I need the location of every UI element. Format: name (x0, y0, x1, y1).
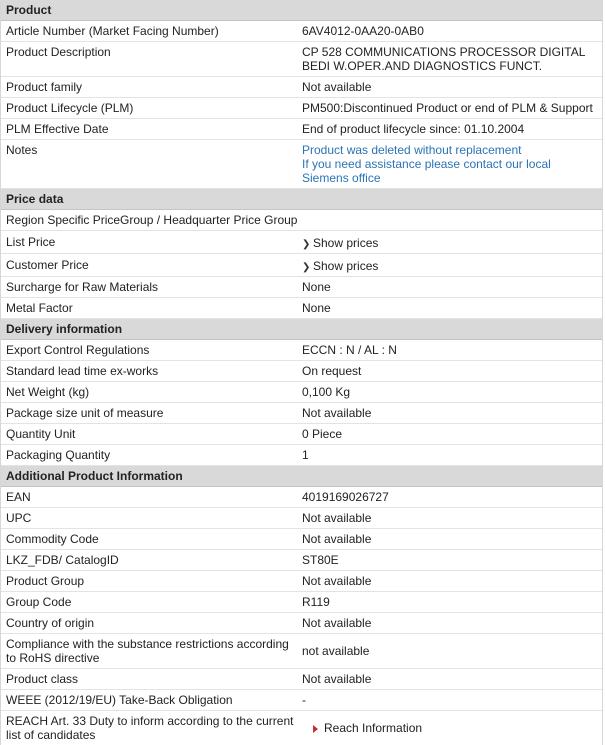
triangle-right-icon (313, 725, 318, 733)
row-group-code (1, 592, 602, 613)
label: Packaging Quantity (6, 448, 111, 462)
rohs-label-line-2: to RoHS directive (6, 651, 100, 665)
label (1, 634, 301, 668)
row-product-class (1, 669, 602, 690)
label: Net Weight (kg) (6, 385, 90, 399)
value: Not available (302, 406, 372, 420)
label: PLM Effective Date (6, 122, 109, 136)
chevron-right-icon: ❯ (302, 239, 311, 250)
label: Notes (6, 143, 38, 157)
value: Not available (302, 616, 372, 630)
value: ST80E (302, 553, 339, 567)
row-commodity-code (1, 529, 602, 550)
row-weee (1, 690, 602, 711)
label (1, 711, 301, 745)
description-line-1: CP 528 COMMUNICATIONS PROCESSOR DIGITAL (302, 45, 586, 59)
label: Product Group (6, 574, 85, 588)
value (301, 711, 602, 745)
row-lead-time (1, 361, 602, 382)
reach-information-link[interactable] (313, 721, 422, 735)
label: Product Lifecycle (PLM) (6, 101, 134, 115)
value: 6AV4012-0AA20-0AB0 (302, 24, 424, 38)
value (301, 140, 602, 188)
reach-information-label: Reach Information (324, 721, 423, 735)
label: Commodity Code (6, 532, 99, 546)
label: Article Number (Market Facing Number) (6, 24, 219, 38)
value: None (302, 280, 331, 294)
row-notes (1, 140, 602, 189)
value (301, 231, 602, 253)
section-header-product: Product (1, 0, 602, 21)
label: Standard lead time ex-works (6, 364, 159, 378)
value: 0,100 Kg (302, 385, 351, 399)
value (301, 42, 602, 76)
value: On request (302, 364, 362, 378)
row-product-group (1, 571, 602, 592)
notes-line-1: Product was deleted without replacement (302, 143, 522, 157)
label: Surcharge for Raw Materials (6, 280, 159, 294)
row-product-family (1, 77, 602, 98)
value: 1 (302, 448, 309, 462)
label: Product class (6, 672, 79, 686)
notes-line-3: Siemens office (302, 171, 381, 185)
row-region-price-group (1, 210, 602, 231)
show-prices-link-customer[interactable] (302, 259, 378, 273)
value: Not available (302, 532, 372, 546)
row-customer-price (1, 254, 602, 277)
value: R119 (302, 595, 330, 609)
value: 4019169026727 (302, 490, 389, 504)
row-plm-effective-date (1, 119, 602, 140)
description-line-2: BEDI W.OPER.AND DIAGNOSTICS FUNCT. (302, 59, 543, 73)
rohs-label-line-1: Compliance with the substance restrictions according (6, 637, 289, 651)
chevron-right-icon: ❯ (302, 262, 311, 273)
row-package-unit (1, 403, 602, 424)
value: None (302, 301, 331, 315)
label: Export Control Regulations (6, 343, 150, 357)
value: Not available (302, 80, 372, 94)
value: ECCN : N / AL : N (302, 343, 397, 357)
row-upc (1, 508, 602, 529)
label: Quantity Unit (6, 427, 76, 441)
row-export-control (1, 340, 602, 361)
value: End of product lifecycle since: 01.10.2004 (302, 122, 525, 136)
section-header-additional: Additional Product Information (1, 466, 602, 487)
row-surcharge (1, 277, 602, 298)
row-rohs (1, 634, 602, 669)
label: List Price (6, 235, 56, 249)
show-prices-label: Show prices (313, 236, 379, 250)
label: Group Code (6, 595, 72, 609)
row-catalog-id (1, 550, 602, 571)
row-country-of-origin (1, 613, 602, 634)
value (301, 254, 602, 276)
value: Not available (302, 672, 372, 686)
row-article-number (1, 21, 602, 42)
label: Metal Factor (6, 301, 73, 315)
row-product-lifecycle (1, 98, 602, 119)
label: Region Specific PriceGroup / Headquarter Price Group (6, 213, 298, 227)
show-prices-label: Show prices (313, 259, 379, 273)
section-header-delivery: Delivery information (1, 319, 602, 340)
label: Country of origin (6, 616, 95, 630)
reach-label-line-2: list of candidates (6, 728, 96, 742)
value: not available (302, 644, 370, 658)
label: EAN (6, 490, 31, 504)
value: 0 Piece (302, 427, 343, 441)
value: Not available (302, 511, 372, 525)
notes-line-2: If you need assistance please contact our local (302, 157, 551, 171)
row-net-weight (1, 382, 602, 403)
row-metal-factor (1, 298, 602, 319)
label: Product family (6, 80, 83, 94)
show-prices-link-list[interactable] (302, 236, 378, 250)
row-list-price (1, 231, 602, 254)
label: Product Description (6, 45, 111, 59)
label: Package size unit of measure (6, 406, 164, 420)
row-packaging-quantity (1, 445, 602, 466)
label: UPC (6, 511, 32, 525)
row-reach (1, 711, 602, 745)
row-ean (1, 487, 602, 508)
value: Not available (302, 574, 372, 588)
label: Customer Price (6, 258, 89, 272)
row-quantity-unit (1, 424, 602, 445)
label: LKZ_FDB/ CatalogID (6, 553, 119, 567)
label: WEEE (2012/19/EU) Take-Back Obligation (6, 693, 233, 707)
reach-label-line-1: REACH Art. 33 Duty to inform according to the current (6, 714, 294, 728)
section-header-price: Price data (1, 189, 602, 210)
value: - (302, 693, 306, 707)
value: PM500:Discontinued Product or end of PLM & Support (302, 101, 593, 115)
row-product-description (1, 42, 602, 77)
